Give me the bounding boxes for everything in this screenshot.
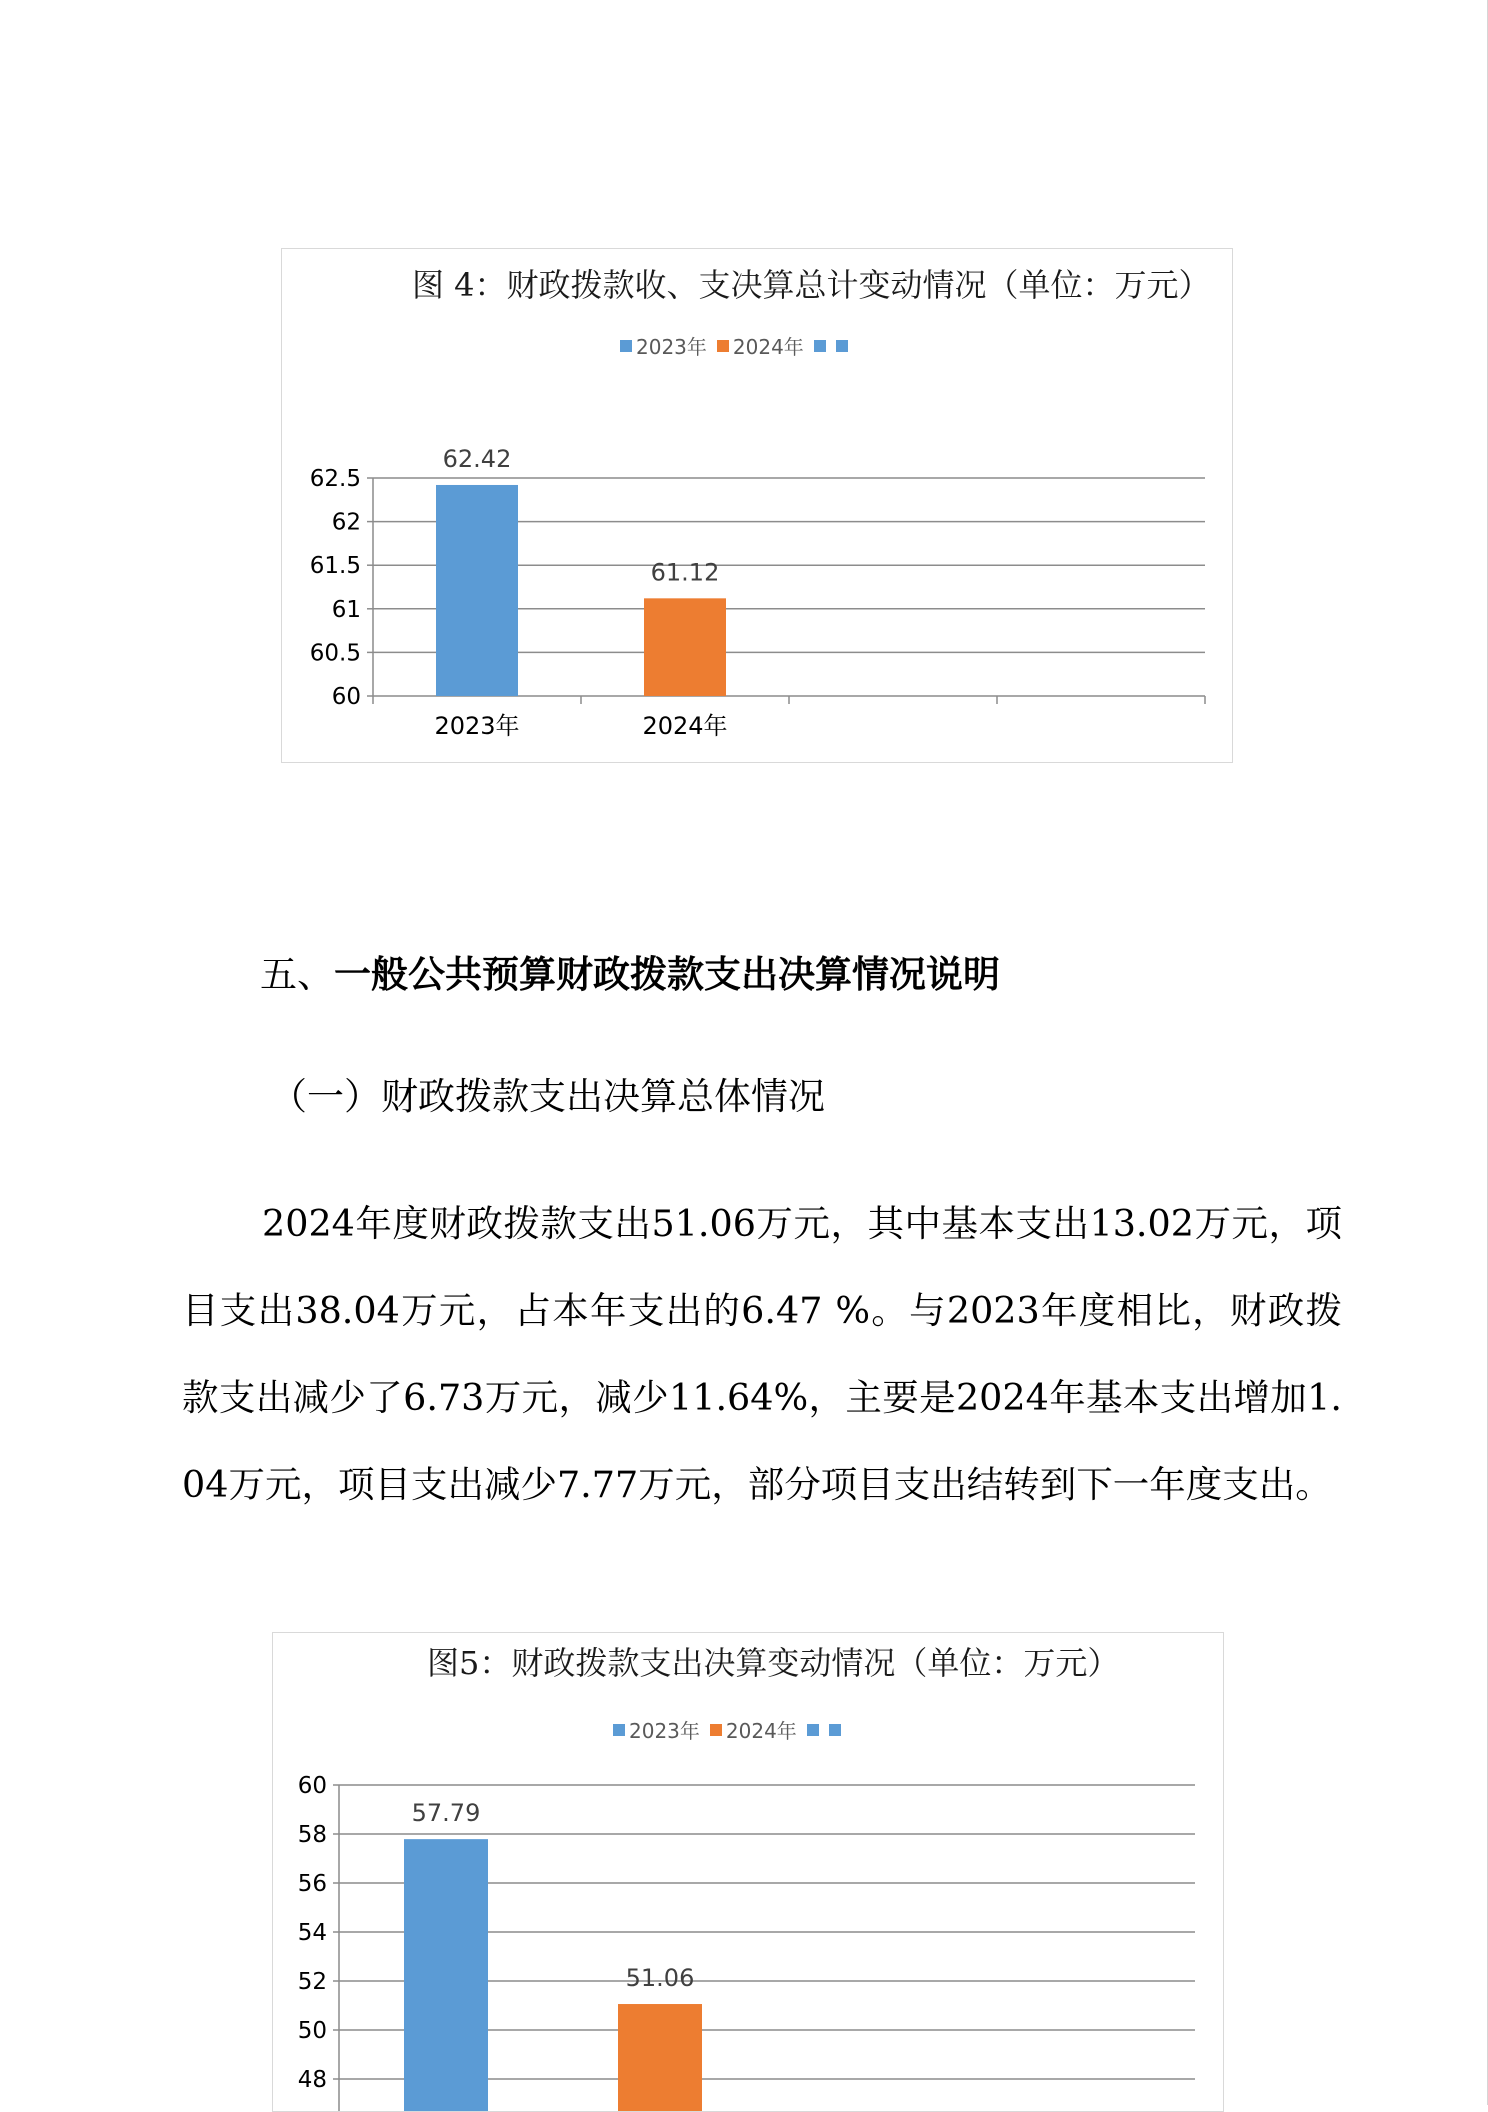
- y-tick-label: 61: [331, 596, 361, 623]
- y-tick-label: 60: [297, 1773, 327, 1799]
- chart-figure-5: [272, 1632, 1224, 2112]
- y-tick-label: 60: [331, 684, 361, 710]
- y-tick-label: 56: [297, 1871, 327, 1897]
- chart-figure-4: [281, 248, 1233, 763]
- y-tick-label: 54: [297, 1920, 327, 1946]
- x-category-label: 2023年: [434, 712, 520, 740]
- bar-2023年: [404, 1839, 488, 2112]
- chart-title: 图5：财政拨款支出决算变动情况（单位：万元）: [427, 1644, 1120, 1682]
- y-tick-label: 60.5: [309, 640, 361, 667]
- section-title: 一般公共预算财政拨款支出决算情况说明: [334, 952, 1000, 996]
- bar-2024年: [618, 2004, 702, 2112]
- y-tick-label: 62.5: [309, 466, 361, 492]
- y-tick-label: 52: [297, 1969, 327, 1995]
- data-label: 51.06: [625, 1964, 695, 1993]
- legend-label: 2024年: [732, 335, 804, 359]
- chart-title: 图 4：财政拨款收、支决算总计变动情况（单位：万元）: [412, 266, 1211, 304]
- x-category-label: 2024年: [642, 712, 728, 740]
- bar-2024年: [644, 598, 726, 696]
- legend-label: 2023年: [636, 335, 707, 359]
- y-tick-label: 50: [297, 2018, 327, 2044]
- section-heading: [260, 944, 1000, 998]
- y-tick-label: 58: [297, 1822, 327, 1848]
- data-label: 62.42: [442, 444, 512, 473]
- y-tick-label: 61.5: [309, 553, 361, 580]
- body-paragraph: 2024年度财政拨款支出51.06万元，其中基本支出13.02万元，项目支出38.04万元，占本年支出的6.47 %。与2023年度相比，财政拨款支出减少了6.73万元，减少11.64%，主要是2024年基本支出增加1.04万元，项目支出减少7.77万元，部分项目支出结转到下一年度支出。: [182, 1202, 1342, 1506]
- legend-label: 2024年: [725, 1719, 797, 1743]
- section-number: 五、: [260, 953, 334, 996]
- legend-label: 2023年: [629, 1719, 700, 1743]
- chart-plot: [273, 1633, 1224, 2112]
- bar-2023年: [436, 485, 518, 696]
- sub-heading: （一）财政拨款支出决算总体情况: [270, 1075, 825, 1118]
- chart-plot: [282, 249, 1233, 763]
- y-tick-label: 48: [297, 2067, 327, 2093]
- y-tick-label: 62: [331, 509, 361, 536]
- data-label: 61.12: [650, 558, 720, 587]
- data-label: 57.79: [411, 1799, 481, 1828]
